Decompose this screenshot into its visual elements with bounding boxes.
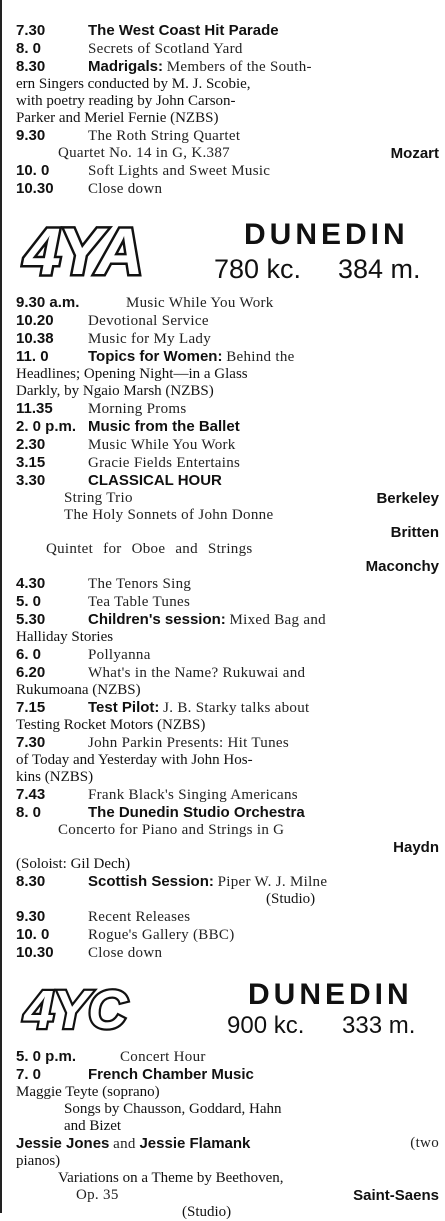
schedule-row: [16, 180, 439, 198]
schedule-row: [16, 1066, 439, 1084]
continuation-line: Parker and Meriel Fernie (NZBS): [16, 110, 219, 126]
program-text: Morning Proms: [88, 401, 187, 417]
city-name: DUNEDIN: [248, 978, 413, 1011]
program-text: Pollyanna: [88, 647, 151, 663]
program-text: Members of the South-: [166, 59, 312, 75]
time: 11. 0: [16, 348, 49, 365]
work-title: Quintet for Oboe and Strings: [46, 541, 253, 557]
schedule-row: [16, 944, 439, 962]
schedule-row: [16, 294, 439, 312]
time: 11.35: [16, 400, 53, 417]
logo-text: 4YC: [24, 980, 127, 1036]
composer: Mozart: [390, 145, 439, 162]
schedule-row: [16, 1048, 439, 1066]
program-text: Mixed Bag and: [229, 612, 326, 628]
studio-note: (Studio): [182, 1204, 232, 1220]
program-text: Music While You Work: [88, 437, 236, 453]
schedule-row: [16, 348, 439, 366]
work-line: Songs by Chausson, Goddard, Hahn: [64, 1101, 282, 1117]
composer: Haydn: [393, 839, 439, 856]
schedule-row: [16, 436, 439, 454]
composer: Britten: [390, 524, 439, 541]
program-title: CLASSICAL HOUR: [88, 472, 222, 489]
performer-line: Maggie Teyte (soprano): [16, 1084, 160, 1100]
composer: Maconchy: [365, 558, 439, 575]
time: 7.15: [16, 699, 46, 716]
schedule-row: [16, 611, 439, 629]
schedule-row: [16, 593, 439, 611]
time: 10.30: [16, 180, 54, 197]
time: 7.30: [16, 734, 46, 751]
program-text: Devotional Service: [88, 313, 209, 329]
schedule-row: [16, 873, 439, 891]
performer-name: Jessie Jones: [16, 1135, 110, 1152]
program-title: French Chamber Music: [88, 1066, 254, 1083]
program-text: Tea Table Tunes: [88, 594, 191, 610]
schedule-row: [16, 804, 439, 822]
time: 7.30: [16, 22, 46, 39]
opus: Op. 35: [76, 1187, 119, 1203]
program-text: Piper W. J. Milne: [217, 874, 328, 890]
time: 6. 0: [16, 646, 42, 663]
program-text: Secrets of Scotland Yard: [88, 41, 243, 57]
time: 3.15: [16, 454, 46, 471]
schedule-row: [16, 127, 439, 145]
program-text: The Tenors Sing: [88, 576, 192, 592]
program-title: Test Pilot:: [88, 699, 160, 716]
time: 10.30: [16, 944, 54, 961]
time: 4.30: [16, 575, 46, 592]
time: 8.30: [16, 873, 46, 890]
time: 7. 0: [16, 1066, 42, 1083]
frequency-kc: 780 kc.: [214, 254, 302, 284]
work-line: and Bizet: [64, 1118, 122, 1134]
time: 5. 0: [16, 593, 42, 610]
continuation-line: kins (NZBS): [16, 769, 94, 785]
program-text: Recent Releases: [88, 909, 191, 925]
program-title: Topics for Women:: [88, 348, 223, 365]
time: 5. 0 p.m.: [16, 1048, 77, 1065]
work-title: String Trio: [64, 490, 133, 506]
continuation-line: with poetry reading by John Carson-: [16, 93, 236, 109]
frequency-m: 384 m.: [338, 254, 421, 284]
program-text: Frank Black's Singing Americans: [88, 787, 298, 803]
work-line: [16, 507, 439, 524]
time: 3.30: [16, 472, 46, 489]
time: 10.38: [16, 330, 54, 347]
logo-text: 4YA: [24, 214, 142, 284]
time: 8.30: [16, 58, 46, 75]
composer: Berkeley: [376, 490, 439, 507]
frequency-m: 333 m.: [342, 1012, 416, 1039]
program-title: The West Coast Hit Parade: [88, 22, 279, 39]
program-text: Close down: [88, 181, 163, 197]
schedule-row: [16, 454, 439, 472]
program-text: Concert Hour: [120, 1049, 206, 1065]
schedule-row: [16, 312, 439, 330]
continuation-line: Halliday Stories: [16, 629, 114, 645]
schedule-row: [16, 400, 439, 418]
program-text: Music for My Lady: [88, 331, 211, 347]
continuation-line: (Studio): [266, 891, 316, 907]
schedule-row: [16, 664, 439, 682]
program-text: Soft Lights and Sweet Music: [88, 163, 271, 179]
program-text: Behind the: [226, 349, 295, 365]
time: 2. 0 p.m.: [16, 418, 77, 435]
station-logo-4ya: [20, 214, 210, 284]
time: 10.20: [16, 312, 54, 329]
schedule-row: [16, 786, 439, 804]
schedule-row: [16, 418, 439, 436]
schedule-row: [16, 699, 439, 717]
performer-line: [16, 1135, 439, 1153]
composer: Saint-Saens: [353, 1187, 439, 1204]
program-title: Children's session:: [88, 611, 226, 628]
schedule-row: [16, 40, 439, 58]
program-text: Rogue's Gallery (BBC): [88, 927, 235, 943]
schedule-row: [16, 734, 439, 752]
continuation-line: Headlines; Opening Night—in a Glass: [16, 366, 248, 382]
program-text: John Parkin Presents: Hit Tunes: [88, 735, 289, 751]
program-title: Scottish Session:: [88, 873, 214, 890]
instrument-note: (two: [410, 1135, 439, 1151]
time: 9.30 a.m.: [16, 294, 80, 311]
work-line: [16, 145, 439, 162]
schedule-row: [16, 162, 439, 180]
schedule-row: [16, 472, 439, 490]
soloist-line: (Soloist: Gil Dech): [16, 856, 131, 872]
program-title: Music from the Ballet: [88, 418, 240, 435]
schedule-row: [16, 575, 439, 593]
program-text: Music While You Work: [126, 295, 274, 311]
conjunction: and: [113, 1136, 136, 1152]
station-logo-4yc: [20, 976, 220, 1036]
continuation-line: Rukumoana (NZBS): [16, 682, 141, 698]
program-text: Gracie Fields Entertains: [88, 455, 241, 471]
program-text: J. B. Starky talks about: [163, 700, 310, 716]
schedule-row: [16, 22, 439, 40]
performer-name: Jessie Flamank: [139, 1135, 251, 1152]
schedule-row: [16, 646, 439, 664]
time: 8. 0: [16, 804, 42, 821]
continuation-line: Darkly, by Ngaio Marsh (NZBS): [16, 383, 214, 399]
program-title: The Dunedin Studio Orchestra: [88, 804, 305, 821]
time: 9.30: [16, 908, 46, 925]
work-title: Quartet No. 14 in G, K.387: [58, 145, 230, 161]
time: 8. 0: [16, 40, 42, 57]
program-title: Madrigals:: [88, 58, 164, 75]
continuation-line: Testing Rocket Motors (NZBS): [16, 717, 206, 733]
station-header-4ya: [2, 204, 445, 290]
time: 9.30: [16, 127, 46, 144]
schedule-row: [16, 330, 439, 348]
work-line: [16, 490, 439, 507]
schedule-row: [16, 926, 439, 944]
schedule-row: [16, 908, 439, 926]
work-line: [16, 822, 439, 839]
time: 2.30: [16, 436, 46, 453]
top-schedule: [2, 0, 445, 198]
schedule-row: [16, 58, 439, 76]
time: 6.20: [16, 664, 46, 681]
schedule-4yc: [2, 1048, 445, 1221]
schedule-4ya: [2, 294, 445, 962]
work-title: Concerto for Piano and Strings in G: [58, 822, 285, 838]
program-text: What's in the Name? Rukuwai and: [88, 665, 306, 681]
frequency-kc: 900 kc.: [227, 1012, 305, 1039]
time: 7.43: [16, 786, 46, 803]
work-title: The Holy Sonnets of John Donne: [64, 507, 274, 523]
time: 10. 0: [16, 926, 50, 943]
continuation-line: ern Singers conducted by M. J. Scobie,: [16, 76, 251, 92]
work-line: Variations on a Theme by Beethoven,: [58, 1170, 284, 1186]
station-header-4yc: [2, 972, 445, 1044]
work-line: [16, 1187, 439, 1204]
program-text: The Roth String Quartet: [88, 128, 241, 144]
continuation-line: of Today and Yesterday with John Hos-: [16, 752, 253, 768]
continuation-line: pianos): [16, 1153, 61, 1169]
program-text: Close down: [88, 945, 163, 961]
time: 5.30: [16, 611, 46, 628]
city-name: DUNEDIN: [244, 218, 409, 251]
work-line: [16, 541, 439, 558]
time: 10. 0: [16, 162, 50, 179]
